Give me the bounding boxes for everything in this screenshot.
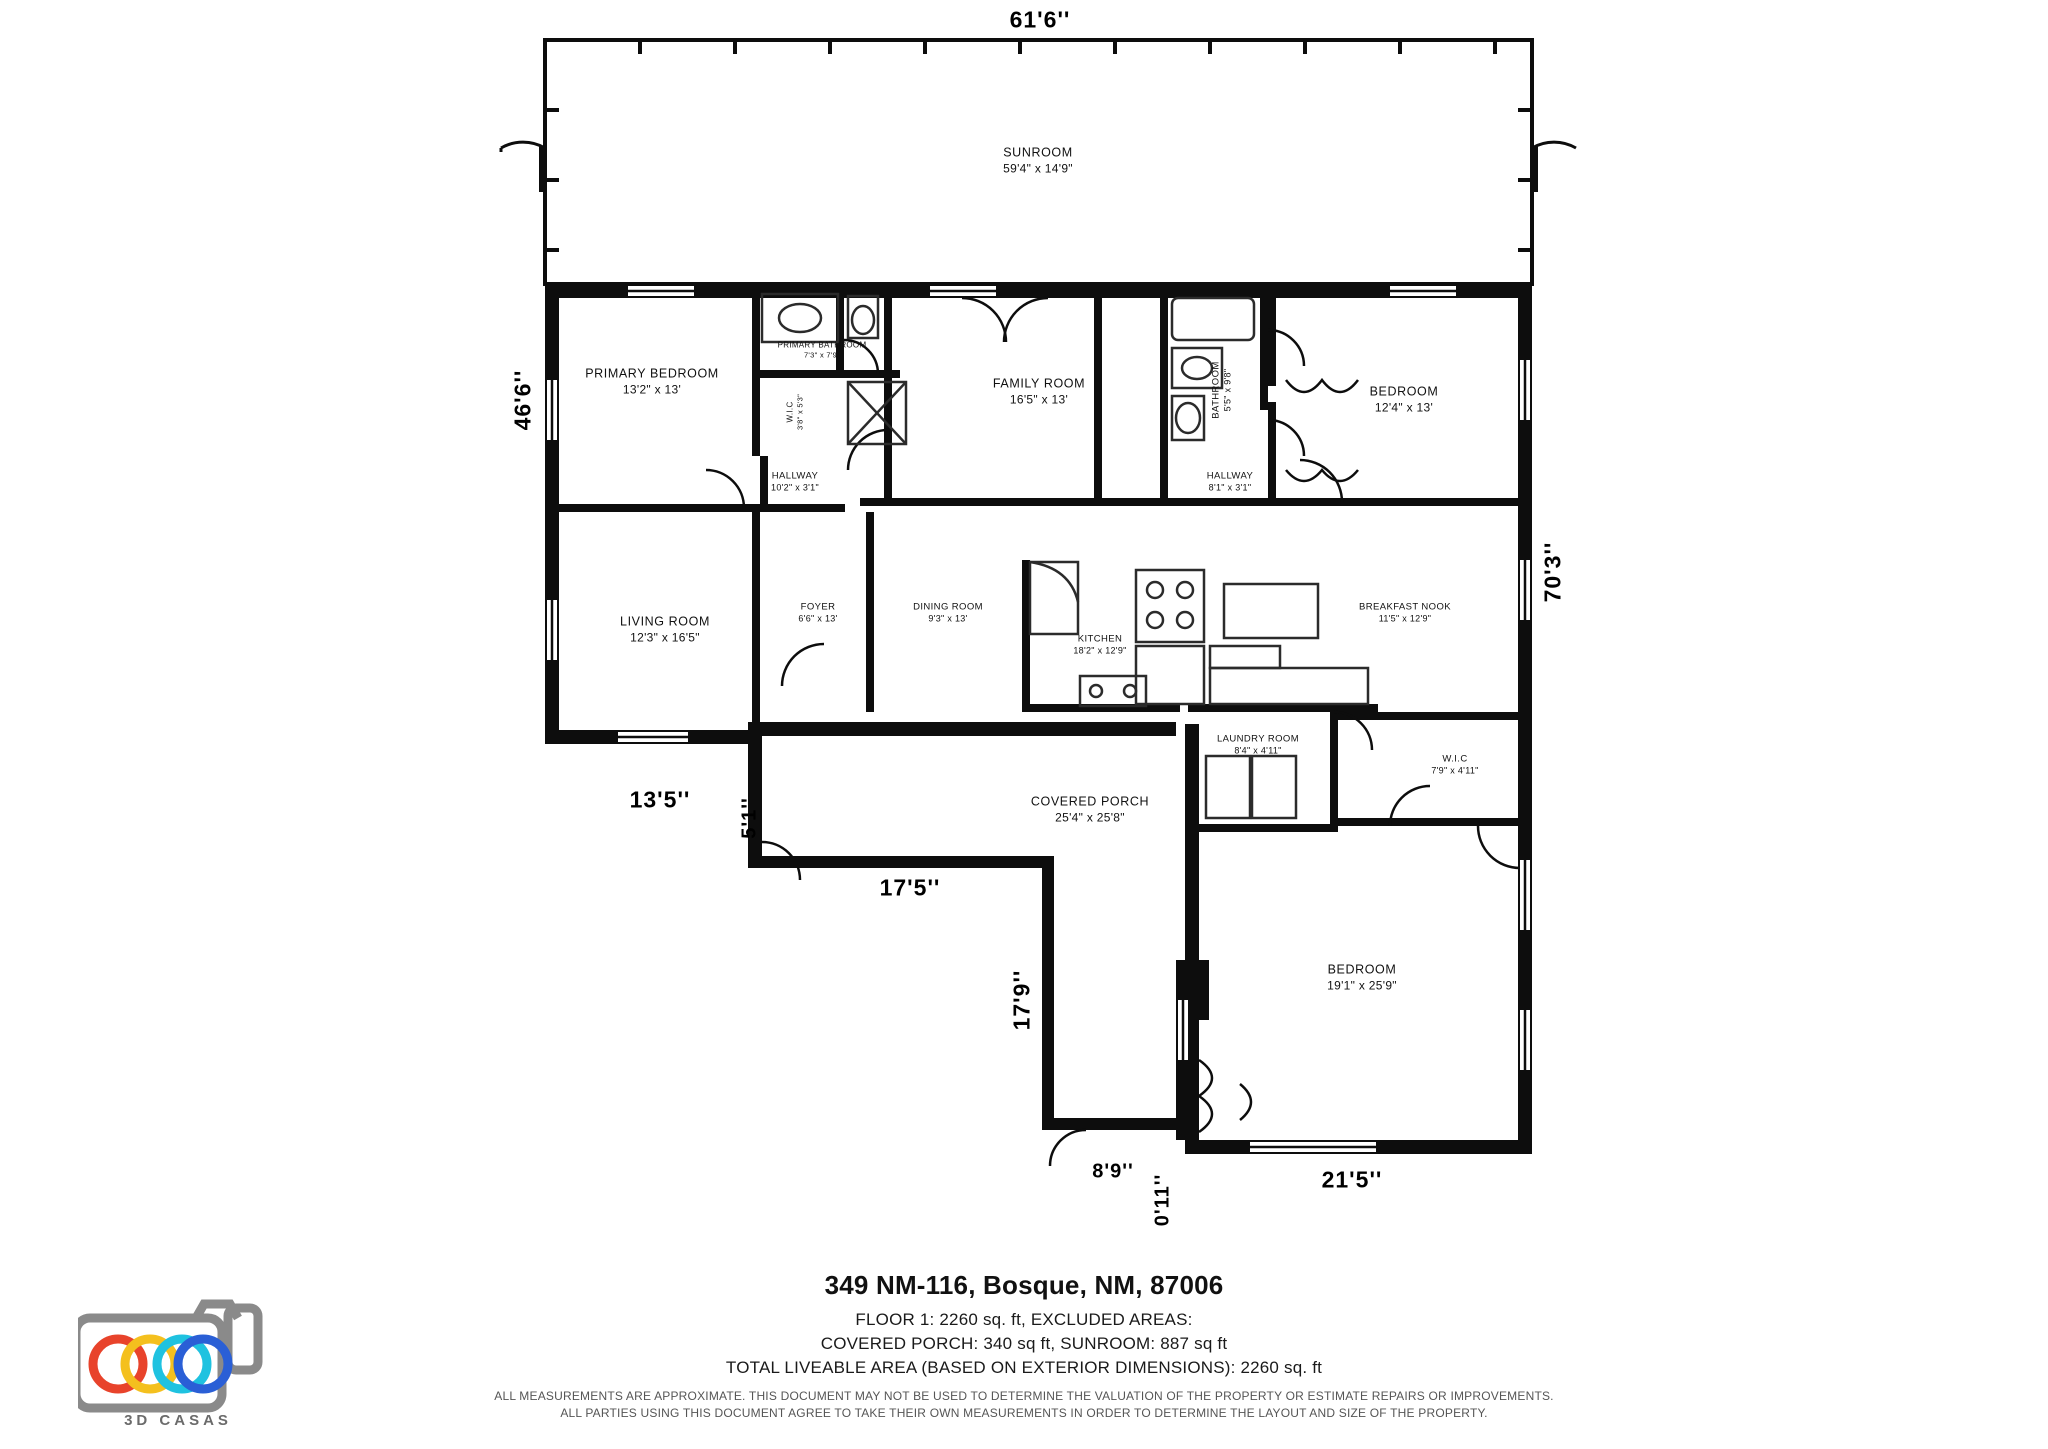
ext-dim-porch-step: 0'11'' (1151, 1173, 1174, 1227)
room-label-breakfast-nook: BREAKFAST NOOK 11'5" x 12'9" (1358, 601, 1452, 624)
ext-dim-bedroom-bottom: 21'5'' (1321, 1166, 1383, 1193)
sunroom-door-left (501, 142, 547, 192)
ext-dim-top-width: 61'6'' (1009, 6, 1071, 33)
room-label-hallway-left: HALLWAY 10'2" x 3'1" (771, 470, 819, 493)
room-label-family-room: FAMILY ROOM 16'5" x 13' (992, 376, 1086, 407)
room-label-hallway-right: HALLWAY 8'1" x 3'1" (1206, 470, 1254, 493)
room-label-foyer: FOYER 6'6" x 13' (798, 601, 838, 624)
room-label-sunroom: SUNROOM 59'4" x 14'9" (1003, 145, 1073, 176)
room-label-laundry-room: LAUNDRY ROOM 8'4" x 4'11" (1216, 733, 1300, 756)
ext-dim-left-height: 46'6'' (509, 369, 536, 431)
area-line-3: TOTAL LIVEABLE AREA (BASED ON EXTERIOR DIMENSIONS): 2260 sq. ft (725, 1358, 1323, 1377)
room-label-primary-bathroom: PRIMARY BATHROOM 7'3" x 7'9" (777, 340, 867, 360)
ext-dim-porch-top: 17'5'' (879, 874, 941, 901)
room-label-bedroom-upper: BEDROOM 12'4" x 13' (1369, 384, 1439, 415)
area-line-2: COVERED PORCH: 340 sq ft, SUNROOM: 887 sq ft (820, 1334, 1228, 1353)
room-label-bathroom: BATHROOM 5'5" x 9'8" (1210, 361, 1233, 419)
ext-dim-porch-bottom: 8'9'' (1092, 1160, 1134, 1183)
ext-dim-living-bottom: 13'5'' (629, 786, 691, 813)
disclaimer-line-1: ALL MEASUREMENTS ARE APPROXIMATE. THIS DOCUMENT MAY NOT BE USED TO DETERMINE THE VALUATION OF THE PROPERTY OR ESTIMATE REPAIRS OR IMPROVEMENTS. (494, 1389, 1554, 1403)
ext-dim-jog-vertical: 5'1'' (738, 797, 761, 839)
brand-name: 3D CASAS (124, 1412, 232, 1429)
footer-block (0, 1270, 2048, 1423)
room-label-dining-room: DINING ROOM 9'3" x 13' (913, 601, 983, 624)
room-label-living-room: LIVING ROOM 12'3" x 16'5" (620, 614, 710, 645)
ext-dim-right-height: 70'3'' (1539, 541, 1566, 603)
room-label-wic-lower: W.I.C 7'9" x 4'11" (1431, 753, 1479, 776)
ext-dim-porch-left: 17'9'' (1008, 969, 1035, 1031)
sunroom-door-right (1530, 142, 1576, 192)
disclaimer-line-2: ALL PARTIES USING THIS DOCUMENT AGREE TO TAKE THEIR OWN MEASUREMENTS IN ORDER TO DETERMINE THE LAYOUT AND SIZE OF THE PROPERTY. (560, 1406, 1488, 1421)
room-label-kitchen: KITCHEN 18'2" x 12'9" (1073, 633, 1127, 656)
room-label-wic-primary: W.I.C 3'8" x 5'3" (785, 393, 805, 431)
room-label-covered-porch: COVERED PORCH 25'4" x 25'8" (1030, 794, 1150, 825)
room-label-bedroom-lower: BEDROOM 19'1" x 25'9" (1327, 962, 1397, 993)
property-address: 349 NM-116, Bosque, NM, 87006 (824, 1270, 1224, 1300)
area-line-1: FLOOR 1: 2260 sq. ft, EXCLUDED AREAS: (855, 1310, 1193, 1329)
room-label-primary-bedroom: PRIMARY BEDROOM 13'2" x 13' (585, 366, 719, 397)
